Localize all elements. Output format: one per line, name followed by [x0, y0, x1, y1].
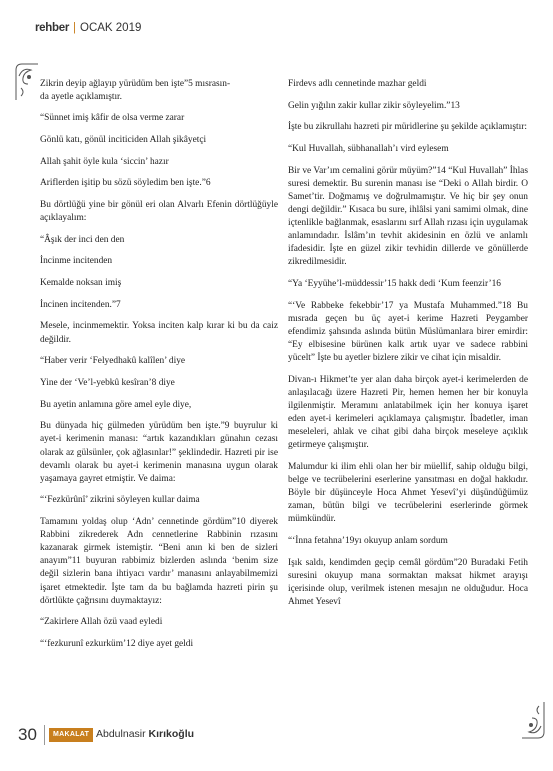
verse-line: Gelin yığılın zakir kullar zikir söyleyelim.”13: [288, 100, 460, 111]
verse-line: Kemalde noksan imiş: [40, 278, 122, 289]
verse-line: “Zakirlere Allah özü vaad eyledi: [40, 617, 163, 628]
verse-line: “Ya ‘Eyyühe’l-müddessir’15 hakk dedi ‘Kum feenzir’16: [288, 279, 501, 290]
paragraph: Bu dörtlüğü yine bir gönül eri olan Alvarlı Efenin dörtlüğüyle açıklayalım:: [40, 199, 278, 224]
paragraph: Mesele, incinmemektir. Yoksa inciten kalp kırar ki bu da caiz değildir.: [40, 321, 278, 345]
author-name: [96, 727, 194, 741]
left-text-column: [40, 78, 278, 660]
verse-line: Bu ayetin anlamına göre amel eyle diye,: [40, 399, 192, 410]
author-first-name: Abdulnasir: [96, 728, 146, 740]
verse-line: Yine der ‘Ve’l-yebkû kesîran’8 diye: [40, 377, 175, 388]
paragraph: Malumdur ki ilim ehli olan her bir müellif, sahip olduğu bilgi, belge ve tecrübelerini eserlerine yansıtması en doğal hakkıdır. Böyle bir düşünceyle Hoca Ahmet Yesevî’yi düşündüğümüz zaman, bütün bilgi ve tecrübelerini eserlerinde görmek mümkündür.: [288, 462, 528, 525]
author-last-name: Kırıkoğlu: [148, 728, 195, 740]
verse-line: İncinme incitenden: [40, 256, 113, 267]
header-separator: |: [73, 22, 76, 34]
verse-line: “Âşık der inci den den: [40, 234, 125, 245]
top-left-corner-ornament: [14, 62, 40, 102]
verse-line: “‘fezkurunî ezkurküm’12 diye ayet geldi: [40, 639, 194, 649]
paragraph: Tamamını yoldaş olup ‘Adn’ cennetinde gördüm”10 diyerek Rabbini zikrederek Adn cennetlerine Rabbinin rızasını kazanarak girmek istemiştir. “Beni anın ki ben de sizleri anayım”11 buyuran rabbimiz bizlerden aslında ‘benim size değil sizlerin bana ihtiyacı vardır’ manasını anlayabilmemizi işaret etmektedir. İşte tam da bu bağlamda hazreti pirin şu dörtlükte çağrısını duymaktayız:: [40, 517, 278, 606]
magazine-brand: rehber: [35, 22, 69, 34]
paragraph: Bu dünyada hiç gülmeden yürüdüm ben işte.”9 buyrulur ki ayet-i kerimenin manası: “artık kazandıkları günahın cezası olarak az gülsünler, çok ağlasınlar!” şeklindedir. Hazreti pir ise devamlı olarak bu ayet-i kerimenin manasına uygun olarak yaşamaya gayret etmiştir. Ve daima:: [40, 421, 278, 484]
paragraph: Işık saldı, kendimden geçip cemâl gördüm”20 Buradaki Fetih suresini okuyup mana sormaktan maksat hikmet arayışı içerisinde olup, verilmek istenen mesajın ne olduğudur. Hoca Ahmet Yesevî: [288, 557, 528, 608]
issue-date: OCAK 2019: [80, 22, 142, 34]
verse-line: “Haber verir ‘Felyedhakû kalîlen’ diye: [40, 356, 186, 367]
paragraph: Bir ve Var’ım cemalini görür müyüm?”14 “Kul Huvallah” İhlas suresi demektir. Bu surenin manası ise “Deki o Allah birdir. O Samet’tir. Doğmamış ve doğrulmamıştır. Ve hiç bir şey onun dengi değildir.” Kısaca bu sure, ihlâlsi yani samimi olmak, dine içtenlikle bağlanmak, esaslarını sırf Allah rızası için uygulamak anlamındadır. İslâm’ın tevhit akidesinin en özlü ve anlamlı ifadesidir. İşte en güzel zikir tevhidin dillerde ve gönüllerde zikredilmesidir.: [288, 165, 528, 268]
verse-line: İncinen incitenden.”7: [40, 299, 121, 310]
verse-line: Ariflerden işitip bu sözü söyledim ben işte.”6: [40, 178, 211, 189]
paragraph: İşte bu zikrullahı hazreti pir müridlerine şu şekilde açıklamıştır:: [288, 122, 527, 133]
verse-line: Firdevs adlı cennetinde mazhar geldi: [288, 79, 427, 89]
verse-line: “Kul Huvallah, sübhanallah’ı vird eylesem: [288, 144, 449, 155]
right-text-column: [288, 78, 528, 618]
paragraph-line: da ayetle açıklamıştır.: [40, 92, 122, 103]
verse-line: Gönlü katı, gönül inciticiden Allah şikâyetçi: [40, 134, 207, 145]
verse-line: “‘İnna fetahna’19yı okuyup anlam sordum: [288, 536, 448, 547]
section-tag: MAKALAT: [49, 728, 93, 742]
running-header: [35, 22, 141, 34]
verse-line: “Sünnet imiş kâfir de olsa verme zarar: [40, 113, 185, 124]
footer-divider: [44, 725, 45, 745]
page-number: 30: [18, 725, 37, 744]
verse-line: Allah şahit öyle kula ‘siccin’ hazır: [40, 156, 169, 167]
page-footer: [18, 724, 538, 746]
paragraph-line: Zikrin deyip ağlayıp yürüdüm ben işte”5 mısrasın-: [40, 79, 231, 89]
paragraph: Divan-ı Hikmet’te yer alan daha birçok ayet-i kerimelerden de anlaşılacağı üzere Hazreti Pir, hemen hemen her bir konuyla ilgilenmiştir. Meramını anlatabilmek için her konuya işaret eden ayet-i kerimeleri açıklamaya çalışmıştır. İbadetler, iman meseleleri, ahlak ve cihat gibi daha birçok meseleye açıklık getirmeye çalışmıştır.: [288, 374, 528, 451]
paragraph: “‘Ve Rabbeke fekebbir’17 ya Mustafa Muhammed.”18 Bu mısrada geçen bu üç ayet-i kerime Hazreti Peygamber efendimiz şahsında aslında bütün Müslümanlara birer emirdir: “Ey elbisesine bürünen kalk artık uyar ve sadece rabbini yücelt” İşte bu ayetler bizlere zikir ve cihat için misaldir.: [288, 300, 528, 364]
verse-line: “‘Fezkürûnî’ zikrini söyleyen kullar daima: [40, 495, 200, 506]
